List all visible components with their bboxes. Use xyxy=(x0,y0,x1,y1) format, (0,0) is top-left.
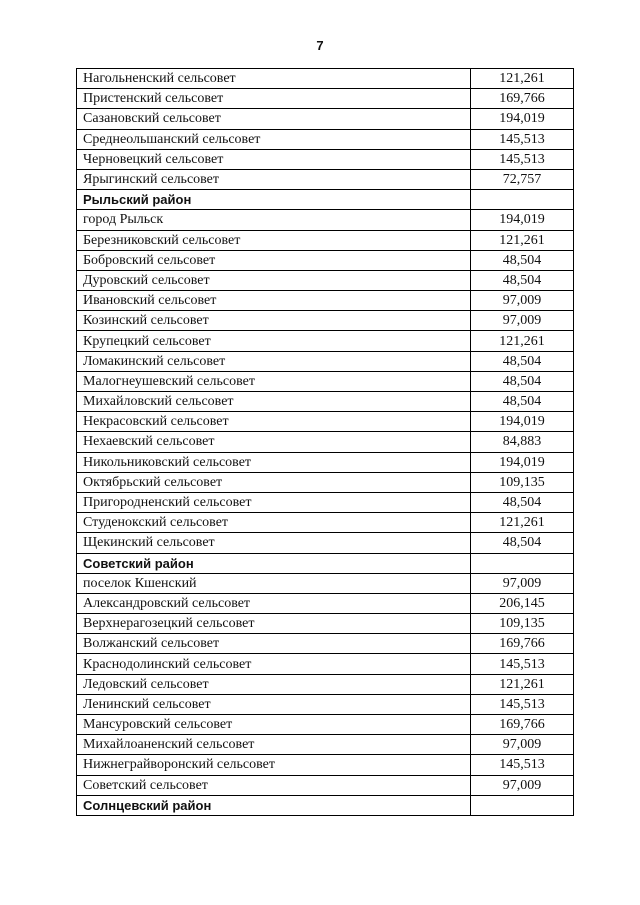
allocation-value: 121,261 xyxy=(471,331,574,351)
allocation-value: 145,513 xyxy=(471,149,574,169)
allocation-value: 121,261 xyxy=(471,513,574,533)
settlement-name: Волжанский сельсовет xyxy=(77,634,471,654)
page-number: 7 xyxy=(316,38,324,53)
settlement-name: Студенокский сельсовет xyxy=(77,513,471,533)
table-row xyxy=(77,291,574,311)
settlement-name: Верхнерагозецкий сельсовет xyxy=(77,614,471,634)
settlement-name: Краснодолинский сельсовет xyxy=(77,654,471,674)
table-row xyxy=(77,715,574,735)
table-row xyxy=(77,109,574,129)
table-row xyxy=(77,533,574,553)
table-row xyxy=(77,89,574,109)
allocation-value: 121,261 xyxy=(471,674,574,694)
table-row xyxy=(77,351,574,371)
allocation-value: 145,513 xyxy=(471,694,574,714)
settlement-name: Октябрьский сельсовет xyxy=(77,472,471,492)
allocation-value: 97,009 xyxy=(471,573,574,593)
settlement-name: Черновецкий сельсовет xyxy=(77,149,471,169)
table-row xyxy=(77,492,574,512)
table-body xyxy=(77,69,574,816)
table-row xyxy=(77,210,574,230)
allocation-value: 169,766 xyxy=(471,715,574,735)
settlement-name: Советский сельсовет xyxy=(77,775,471,795)
settlement-name: Крупецкий сельсовет xyxy=(77,331,471,351)
allocation-value xyxy=(471,190,574,210)
allocation-value: 48,504 xyxy=(471,492,574,512)
table-row xyxy=(77,472,574,492)
allocation-value: 97,009 xyxy=(471,311,574,331)
table-row xyxy=(77,392,574,412)
allocation-table xyxy=(76,68,574,816)
settlement-name: поселок Кшенский xyxy=(77,573,471,593)
table-row xyxy=(77,432,574,452)
table-row xyxy=(77,593,574,613)
settlement-name: Козинский сельсовет xyxy=(77,311,471,331)
table-row xyxy=(77,513,574,533)
settlement-name: Малогнеушевский сельсовет xyxy=(77,371,471,391)
settlement-name: Ленинский сельсовет xyxy=(77,694,471,714)
allocation-value: 48,504 xyxy=(471,371,574,391)
table-row xyxy=(77,614,574,634)
settlement-name: Пригородненский сельсовет xyxy=(77,492,471,512)
allocation-value: 194,019 xyxy=(471,210,574,230)
settlement-name: Михайлоаненский сельсовет xyxy=(77,735,471,755)
allocation-value: 109,135 xyxy=(471,614,574,634)
settlement-name: город Рыльск xyxy=(77,210,471,230)
table-row xyxy=(77,755,574,775)
district-header-row xyxy=(77,795,574,815)
allocation-value: 145,513 xyxy=(471,129,574,149)
allocation-value: 97,009 xyxy=(471,775,574,795)
table-row xyxy=(77,230,574,250)
settlement-name: Нижнеграйворонский сельсовет xyxy=(77,755,471,775)
table-row xyxy=(77,149,574,169)
settlement-name: Нагольненский сельсовет xyxy=(77,69,471,89)
settlement-name: Никольниковский сельсовет xyxy=(77,452,471,472)
table-row xyxy=(77,250,574,270)
settlement-name: Михайловский сельсовет xyxy=(77,392,471,412)
allocation-value xyxy=(471,795,574,815)
settlement-name: Пристенский сельсовет xyxy=(77,89,471,109)
table-row xyxy=(77,371,574,391)
allocation-value: 206,145 xyxy=(471,593,574,613)
table-row xyxy=(77,735,574,755)
allocation-value: 48,504 xyxy=(471,250,574,270)
allocation-value: 72,757 xyxy=(471,169,574,189)
allocation-value: 145,513 xyxy=(471,755,574,775)
district-name: Советский район xyxy=(77,553,471,573)
table-row xyxy=(77,452,574,472)
district-name: Солнцевский район xyxy=(77,795,471,815)
settlement-name: Ломакинский сельсовет xyxy=(77,351,471,371)
table-row xyxy=(77,694,574,714)
table-row xyxy=(77,270,574,290)
table-row xyxy=(77,169,574,189)
allocation-value: 84,883 xyxy=(471,432,574,452)
table-row xyxy=(77,311,574,331)
table-row xyxy=(77,129,574,149)
settlement-name: Ивановский сельсовет xyxy=(77,291,471,311)
allocation-value: 194,019 xyxy=(471,412,574,432)
settlement-name: Мансуровский сельсовет xyxy=(77,715,471,735)
allocation-value: 97,009 xyxy=(471,735,574,755)
settlement-name: Бобровский сельсовет xyxy=(77,250,471,270)
allocation-value xyxy=(471,553,574,573)
allocation-value: 109,135 xyxy=(471,472,574,492)
allocation-value: 145,513 xyxy=(471,654,574,674)
table-row xyxy=(77,573,574,593)
allocation-value: 48,504 xyxy=(471,392,574,412)
allocation-value: 48,504 xyxy=(471,351,574,371)
table-row xyxy=(77,654,574,674)
allocation-value: 121,261 xyxy=(471,69,574,89)
settlement-name: Ледовский сельсовет xyxy=(77,674,471,694)
allocation-value: 194,019 xyxy=(471,452,574,472)
table-row xyxy=(77,674,574,694)
district-header-row xyxy=(77,553,574,573)
allocation-value: 169,766 xyxy=(471,89,574,109)
table-row xyxy=(77,69,574,89)
settlement-name: Березниковский сельсовет xyxy=(77,230,471,250)
settlement-name: Сазановский сельсовет xyxy=(77,109,471,129)
allocation-value: 169,766 xyxy=(471,634,574,654)
settlement-name: Щекинский сельсовет xyxy=(77,533,471,553)
settlement-name: Александровский сельсовет xyxy=(77,593,471,613)
settlement-name: Нехаевский сельсовет xyxy=(77,432,471,452)
settlement-name: Среднеольшанский сельсовет xyxy=(77,129,471,149)
allocation-value: 97,009 xyxy=(471,291,574,311)
table-row xyxy=(77,412,574,432)
table-row xyxy=(77,331,574,351)
allocation-value: 121,261 xyxy=(471,230,574,250)
table-row xyxy=(77,775,574,795)
district-name: Рыльский район xyxy=(77,190,471,210)
allocation-value: 48,504 xyxy=(471,533,574,553)
settlement-name: Некрасовский сельсовет xyxy=(77,412,471,432)
settlement-name: Ярыгинский сельсовет xyxy=(77,169,471,189)
allocation-value: 194,019 xyxy=(471,109,574,129)
district-header-row xyxy=(77,190,574,210)
table-row xyxy=(77,634,574,654)
settlement-name: Дуровский сельсовет xyxy=(77,270,471,290)
allocation-value: 48,504 xyxy=(471,270,574,290)
